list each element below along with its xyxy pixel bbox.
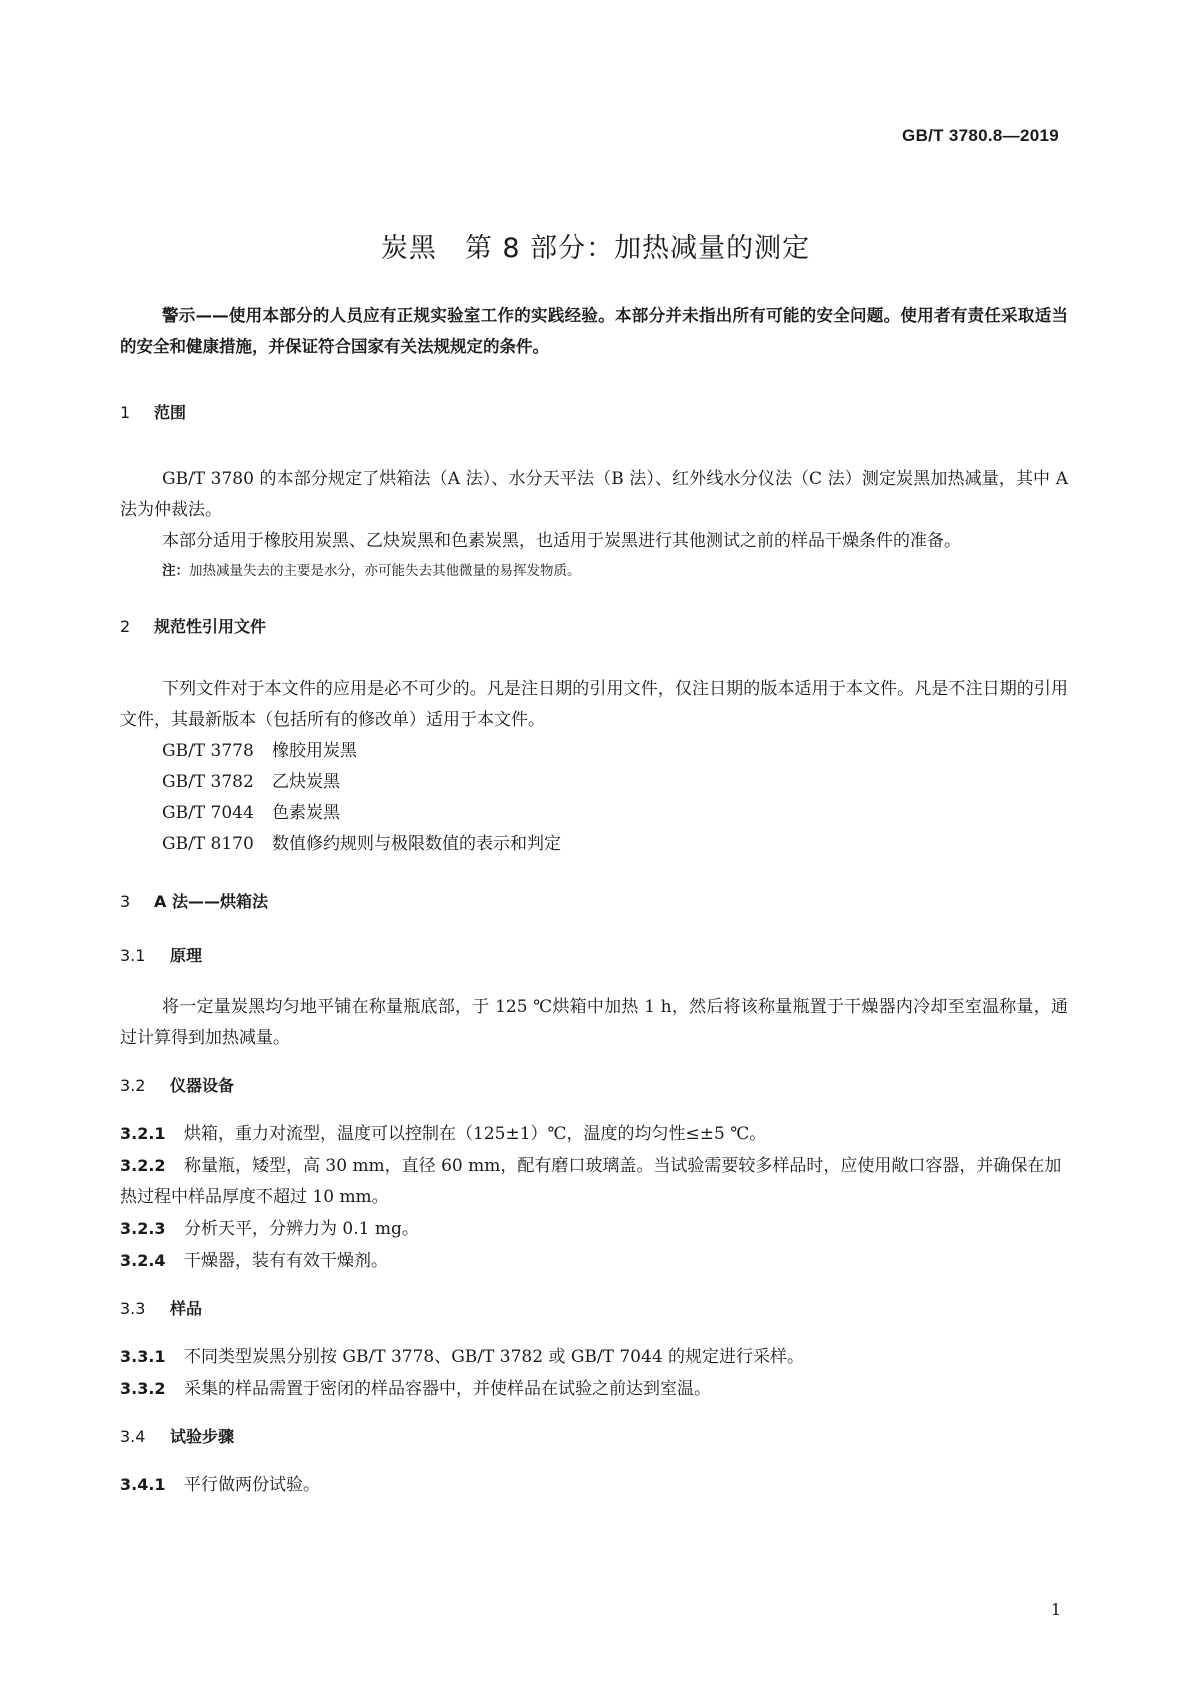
clause-text: 分析天平，分辨力为 0.1 mg。 bbox=[184, 1219, 419, 1239]
reference-name: 乙炔炭黑 bbox=[272, 772, 340, 792]
clause-number: 3.2.4 bbox=[120, 1251, 166, 1270]
clause-item bbox=[120, 1373, 1068, 1405]
page-number: 1 bbox=[1050, 1600, 1061, 1619]
clause-item bbox=[120, 1341, 1068, 1373]
subsection-title: 仪器设备 bbox=[170, 1076, 235, 1095]
subsection-3-2-heading bbox=[120, 1072, 1068, 1100]
clause-number: 3.2.2 bbox=[120, 1156, 166, 1175]
clause-item bbox=[120, 1469, 1068, 1501]
reference-name: 数值修约规则与极限数值的表示和判定 bbox=[272, 834, 561, 854]
subsection-number: 3.1 bbox=[120, 946, 146, 965]
standard-code: GB/T 3780.8—2019 bbox=[902, 126, 1059, 145]
subsection-3-4-heading bbox=[120, 1423, 1068, 1451]
clause-text: 不同类型炭黑分别按 GB/T 3778、GB/T 3782 或 GB/T 7044 的规定进行采样。 bbox=[184, 1347, 805, 1367]
reference-name: 橡胶用炭黑 bbox=[272, 741, 357, 761]
clause-item bbox=[120, 1213, 1068, 1245]
section-1-heading bbox=[120, 399, 1068, 427]
section-title: 范围 bbox=[154, 403, 187, 422]
clause-number: 3.2.3 bbox=[120, 1219, 166, 1238]
scope-paragraph-1: GB/T 3780 的本部分规定了烘箱法（A 法）、水分天平法（B 法）、红外线水分仪法（C 法）测定炭黑加热减量，其中 A 法为仲裁法。 bbox=[120, 469, 1068, 520]
document-body bbox=[120, 300, 1068, 1501]
subsection-3-3-heading bbox=[120, 1295, 1068, 1323]
section-title: 规范性引用文件 bbox=[154, 617, 267, 636]
subsection-number: 3.3 bbox=[120, 1299, 146, 1318]
reference-code: GB/T 3782 bbox=[162, 772, 254, 792]
clause-item bbox=[120, 1118, 1068, 1150]
section-2-heading bbox=[120, 613, 1068, 641]
references-paragraph: 下列文件对于本文件的应用是必不可少的。凡是注日期的引用文件，仅注日期的版本适用于本文件。凡是不注日期的引用文件，其最新版本（包括所有的修改单）适用于本文件。 bbox=[120, 679, 1068, 730]
section-title: A 法——烘箱法 bbox=[154, 892, 268, 911]
subsection-3-1-heading bbox=[120, 942, 1068, 970]
warning-paragraph: 警示——使用本部分的人员应有正规实验室工作的实践经验。本部分并未指出所有可能的安全问题。使用者有责任采取适当的安全和健康措施，并保证符合国家有关法规规定的条件。 bbox=[120, 306, 1068, 356]
subsection-title: 样品 bbox=[170, 1299, 203, 1318]
reference-name: 色素炭黑 bbox=[272, 803, 340, 823]
reference-item bbox=[120, 829, 1068, 860]
clause-item bbox=[120, 1245, 1068, 1277]
subsection-number: 3.4 bbox=[120, 1427, 146, 1446]
subsection-number: 3.2 bbox=[120, 1076, 146, 1095]
subsection-title: 原理 bbox=[170, 946, 203, 965]
section-number: 2 bbox=[120, 617, 131, 636]
clause-number: 3.3.1 bbox=[120, 1347, 166, 1366]
subsection-title: 试验步骤 bbox=[170, 1427, 235, 1446]
reference-code: GB/T 8170 bbox=[162, 834, 254, 854]
clause-text: 干燥器，装有有效干燥剂。 bbox=[184, 1251, 388, 1271]
clause-item bbox=[120, 1150, 1068, 1213]
clause-number: 3.4.1 bbox=[120, 1475, 166, 1494]
reference-item bbox=[120, 736, 1068, 767]
document-title: 炭黑 第 8 部分：加热减量的测定 bbox=[380, 233, 811, 264]
clause-number: 3.2.1 bbox=[120, 1124, 166, 1143]
clause-text: 烘箱，重力对流型，温度可以控制在（125±1）℃，温度的均匀性≤±5 ℃。 bbox=[184, 1124, 767, 1144]
clause-number: 3.3.2 bbox=[120, 1379, 166, 1398]
reference-item bbox=[120, 767, 1068, 798]
note-label: 注： bbox=[162, 563, 189, 579]
reference-item bbox=[120, 798, 1068, 829]
section-number: 1 bbox=[120, 403, 131, 422]
section-3-heading bbox=[120, 888, 1068, 916]
reference-code: GB/T 3778 bbox=[162, 741, 254, 761]
clause-text: 称量瓶，矮型，高 30 mm，直径 60 mm，配有磨口玻璃盖。当试验需要较多样品时，应使用敞口容器，并确保在加热过程中样品厚度不超过 10 mm。 bbox=[120, 1156, 1062, 1207]
clause-text: 采集的样品需置于密闭的样品容器中，并使样品在试验之前达到室温。 bbox=[184, 1379, 711, 1399]
scope-note bbox=[120, 557, 1068, 585]
scope-paragraph-2: 本部分适用于橡胶用炭黑、乙炔炭黑和色素炭黑，也适用于炭黑进行其他测试之前的样品干燥条件的准备。 bbox=[162, 531, 961, 551]
note-text: 加热减量失去的主要是水分，亦可能失去其他微量的易挥发物质。 bbox=[189, 563, 581, 579]
reference-code: GB/T 7044 bbox=[162, 803, 254, 823]
section-number: 3 bbox=[120, 892, 131, 911]
clause-text: 平行做两份试验。 bbox=[184, 1475, 320, 1495]
principle-paragraph: 将一定量炭黑均匀地平铺在称量瓶底部，于 125 ℃烘箱中加热 1 h，然后将该称量瓶置于干燥器内冷却至室温称量，通过计算得到加热减量。 bbox=[120, 997, 1068, 1048]
